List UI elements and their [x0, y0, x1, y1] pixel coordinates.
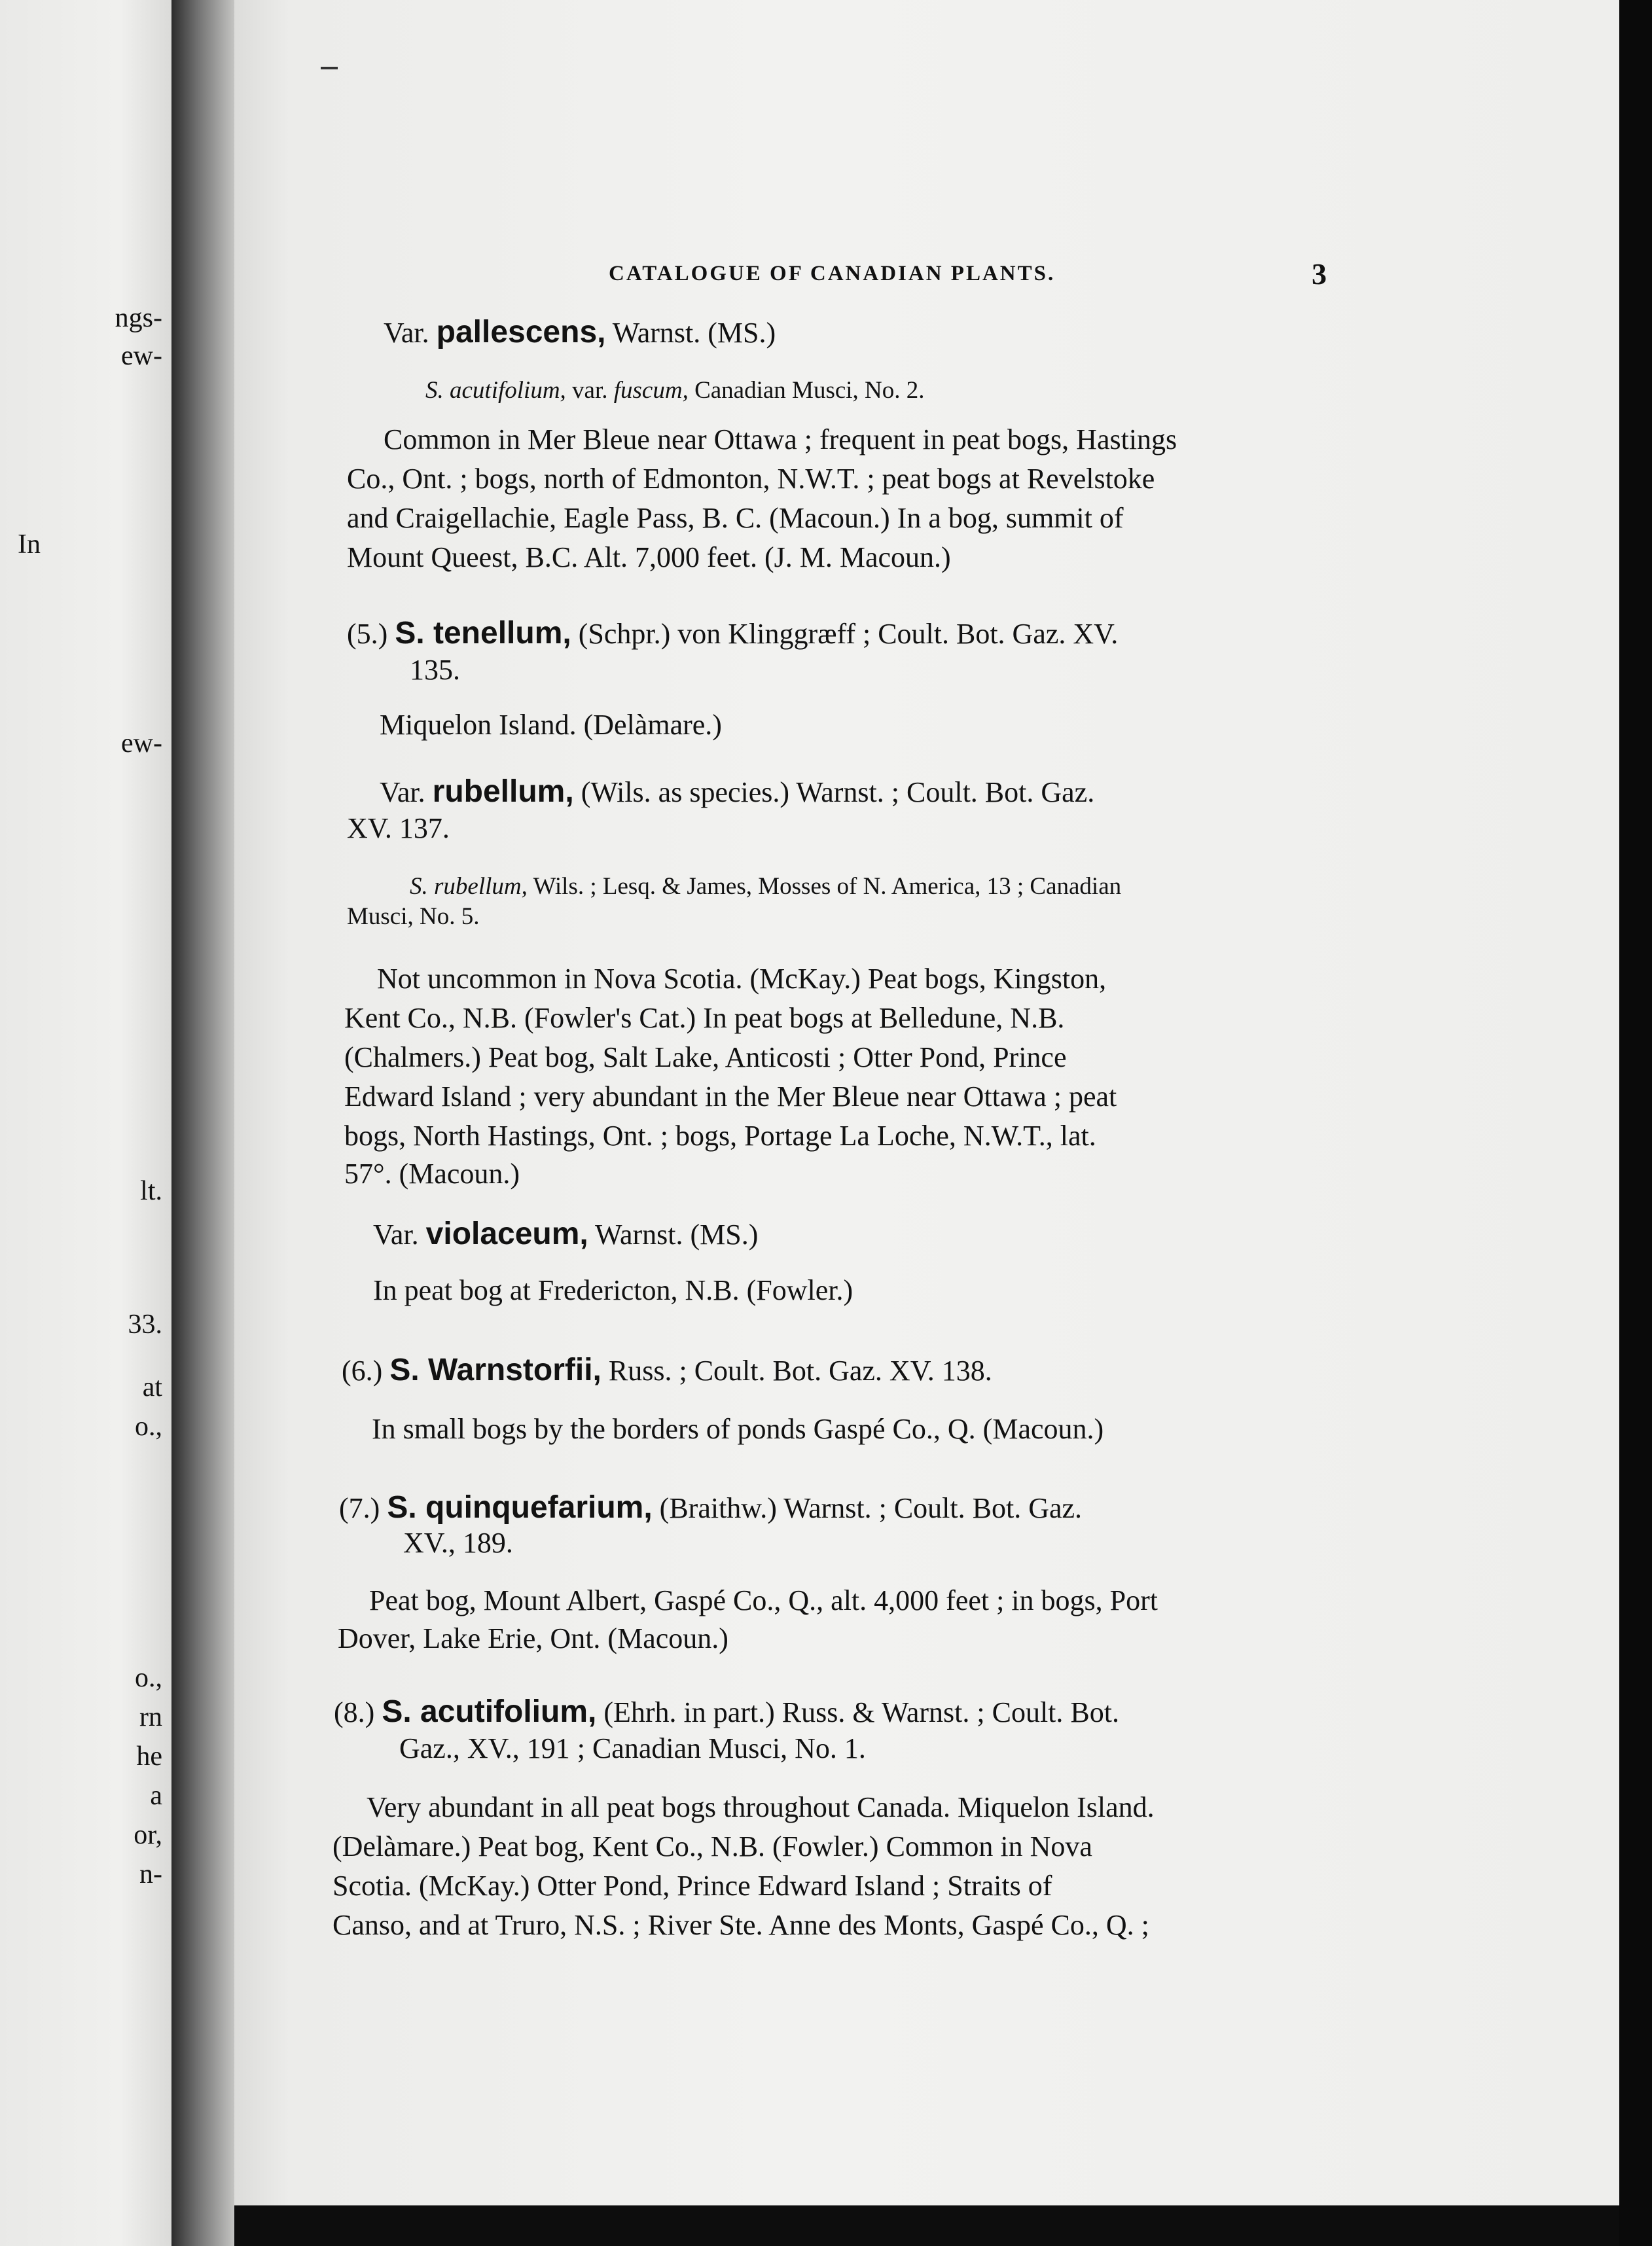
synonym-line: S. acutifolium, var. fuscum, Canadian Musci, No. 2.	[425, 377, 925, 404]
body-line: Scotia. (McKay.) Otter Pond, Prince Edward Island ; Straits of	[332, 1870, 1052, 1902]
entry-heading: (7.) S. quinquefarium, (Braithw.) Warnst. ; Coult. Bot. Gaz.	[339, 1490, 1083, 1525]
taxon-name: pallescens,	[436, 315, 606, 349]
prev-fragment: o.,	[135, 1663, 162, 1693]
prev-fragment: at	[142, 1372, 162, 1402]
body-line: Co., Ont. ; bogs, north of Edmonton, N.W.T. ; peat bogs at Revelstoke	[347, 463, 1155, 495]
taxon-name: S. tenellum,	[395, 616, 571, 651]
prev-fragment: a	[150, 1781, 162, 1811]
body-line: (Delàmare.) Peat bog, Kent Co., N.B. (Fowler.) Common in Nova	[332, 1830, 1092, 1863]
body-line: 57°. (Macoun.)	[344, 1158, 520, 1190]
prev-fragment: ngs-	[115, 303, 162, 333]
entry-heading-cont: 135.	[410, 654, 460, 686]
prev-fragment: lt.	[140, 1176, 162, 1206]
body-line: (Chalmers.) Peat bog, Salt Lake, Anticosti ; Otter Pond, Prince	[344, 1041, 1067, 1073]
body-line: bogs, North Hastings, Ont. ; bogs, Portage La Loche, N.W.T., lat.	[344, 1120, 1096, 1152]
prev-fragment: o.,	[135, 1412, 162, 1442]
entry-heading-cont: Gaz., XV., 191 ; Canadian Musci, No. 1.	[399, 1732, 866, 1764]
taxon-name: violaceum,	[425, 1217, 588, 1251]
body-line: Kent Co., N.B. (Fowler's Cat.) In peat bogs at Belledune, N.B.	[344, 1002, 1065, 1034]
prev-fragment: he	[136, 1741, 162, 1772]
body-line: and Craigellachie, Eagle Pass, B. C. (Macoun.) In a bog, summit of	[347, 502, 1124, 534]
ink-mark	[321, 67, 338, 69]
body-line: Peat bog, Mount Albert, Gaspé Co., Q., alt. 4,000 feet ; in bogs, Port	[369, 1584, 1158, 1616]
running-title: CATALOGUE OF CANADIAN PLANTS.	[609, 262, 1056, 285]
body-line: Canso, and at Truro, N.S. ; River Ste. Anne des Monts, Gaspé Co., Q. ;	[332, 1909, 1149, 1941]
taxon-name: S. Warnstorfii,	[389, 1353, 602, 1387]
prev-fragment: or,	[134, 1820, 162, 1850]
body-line: Mount Queest, B.C. Alt. 7,000 feet. (J. M. Macoun.)	[347, 541, 951, 573]
page-number: 3	[1312, 257, 1327, 291]
entry-heading-cont: XV. 137.	[347, 812, 450, 844]
previous-page-edge	[0, 0, 171, 2246]
book-gutter	[171, 0, 234, 2246]
body-line: Common in Mer Bleue near Ottawa ; frequent in peat bogs, Hastings	[384, 423, 1177, 455]
body-line: In small bogs by the borders of ponds Gaspé Co., Q. (Macoun.)	[372, 1413, 1104, 1445]
scan-edge-right	[1619, 0, 1652, 2246]
entry-heading-cont: XV., 189.	[403, 1527, 513, 1559]
taxon-name: S. quinquefarium,	[387, 1490, 653, 1525]
body-line: Miquelon Island. (Delàmare.)	[380, 709, 722, 741]
body-line: Not uncommon in Nova Scotia. (McKay.) Peat bogs, Kingston,	[377, 963, 1107, 995]
body-line: In peat bog at Fredericton, N.B. (Fowler.)	[373, 1274, 853, 1306]
taxon-name: rubellum,	[432, 774, 574, 809]
prev-fragment: ew-	[121, 728, 162, 758]
scan-edge-bottom	[234, 2205, 1619, 2246]
prev-fragment: n-	[139, 1859, 162, 1889]
prev-fragment: ew-	[121, 341, 162, 371]
synonym-line-cont: Musci, No. 5.	[347, 903, 480, 930]
entry-heading: Var. pallescens, Warnst. (MS.)	[384, 315, 776, 349]
entry-heading: Var. rubellum, (Wils. as species.) Warnst. ; Coult. Bot. Gaz.	[380, 774, 1095, 809]
body-line: Edward Island ; very abundant in the Mer Bleue near Ottawa ; peat	[344, 1080, 1117, 1113]
body-line: Dover, Lake Erie, Ont. (Macoun.)	[338, 1622, 728, 1654]
taxon-name: S. acutifolium,	[382, 1694, 597, 1729]
entry-heading: (6.) S. Warnstorfii, Russ. ; Coult. Bot. Gaz. XV. 138.	[342, 1353, 992, 1387]
entry-heading: Var. violaceum, Warnst. (MS.)	[373, 1217, 759, 1251]
entry-heading: (5.) S. tenellum, (Schpr.) von Klinggræff ; Coult. Bot. Gaz. XV.	[347, 616, 1119, 651]
body-line: Very abundant in all peat bogs throughout Canada. Miquelon Island.	[367, 1791, 1155, 1823]
synonym-line: S. rubellum, Wils. ; Lesq. & James, Mosses of N. America, 13 ; Canadian	[410, 873, 1122, 900]
entry-heading: (8.) S. acutifolium, (Ehrh. in part.) Russ. & Warnst. ; Coult. Bot.	[334, 1694, 1119, 1729]
prev-fragment: rn	[139, 1702, 162, 1732]
prev-fragment: 33.	[128, 1310, 162, 1340]
prev-fragment: In	[18, 529, 41, 560]
